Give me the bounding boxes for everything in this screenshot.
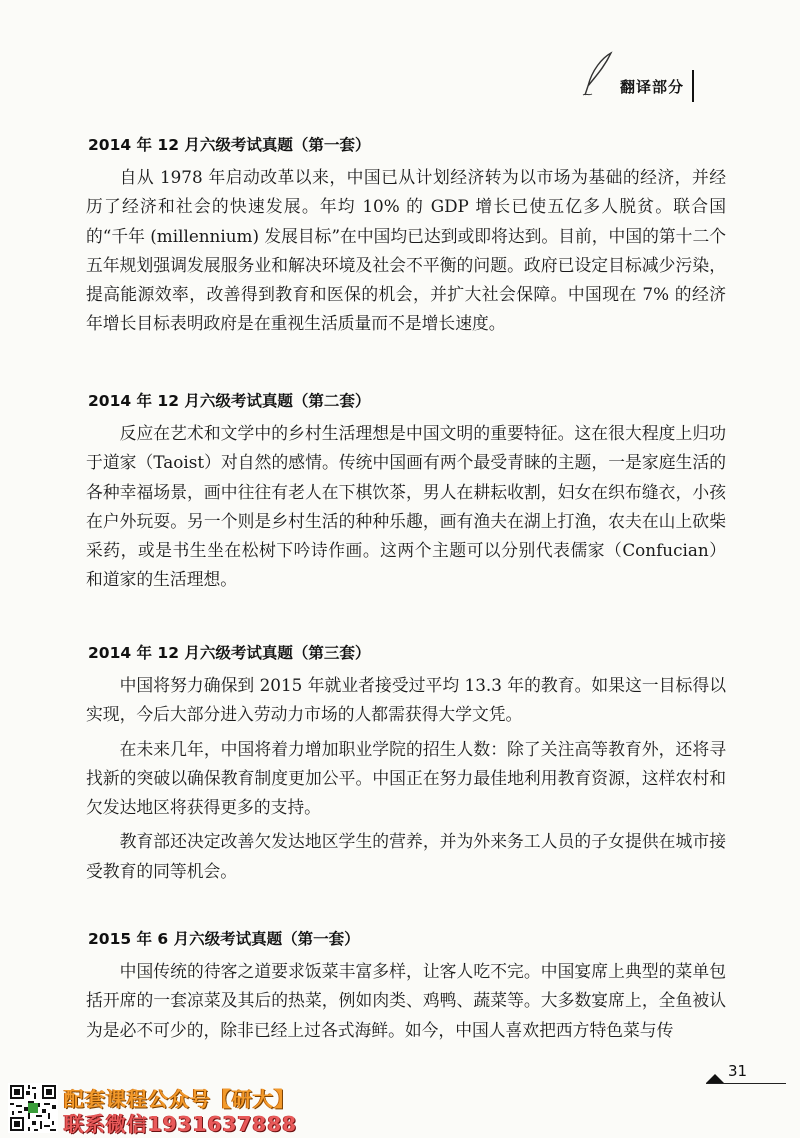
header-section-title: 翻译部分 xyxy=(620,78,685,96)
section-title: 2014 年 12 月六级考试真题（第二套） xyxy=(88,392,371,410)
page-header xyxy=(580,50,780,100)
quill-pen-icon xyxy=(580,50,616,98)
section-title: 2014 年 12 月六级考试真题（第一套） xyxy=(88,136,371,154)
exam-section-2014-12-set1 xyxy=(86,133,726,344)
footer-rule xyxy=(706,1083,786,1084)
header-divider xyxy=(692,70,694,102)
section-title: 2015 年 6 月六级考试真题（第一套） xyxy=(88,930,360,948)
section-paragraph: 自从 1978 年启动改革以来，中国已从计划经济转为以市场为基础的经济，并经历了经济和社会的快速发展。年均 10% 的 GDP 增长已使五亿多人脱贫。联合国的“千年 (millennium) 发展目标”在中国均已达到或即将达到。目前，中国的第十二个五年规划强调发展服务业和解决环境及社会不平衡的问题。政府已设定目标减少污染，提高能源效率，改善得到教育和医保的机会，并扩大社会保障。中国现在 7% 的经济年增长目标表明政府是在重视生活质量而不是增长速度。 xyxy=(86,167,727,334)
promo-course-account: 配套课程公众号【研大】 xyxy=(64,1087,295,1111)
section-paragraph: 教育部还决定改善欠发达地区学生的营养，并为外来务工人员的子女提供在城市接受教育的同等机会。 xyxy=(86,831,726,881)
section-paragraph: 反应在艺术和文学中的乡村生活理想是中国文明的重要特征。这在很大程度上归功于道家（Taoist）对自然的感情。传统中国画有两个最受青睐的主题，一是家庭生活的各种幸福场景，画中往往有老人在下棋饮茶，男人在耕耘收割，妇女在织布缝衣，小孩在户外玩耍。另一个则是乡村生活的种种乐趣，画有渔夫在湖上打渔，农夫在山上砍柴采药，或是书生坐在松树下吟诗作画。这两个主题可以分别代表儒家（Confucian）和道家的生活理想。 xyxy=(86,423,726,590)
section-paragraph: 在未来几年，中国将着力增加职业学院的招生人数：除了关注高等教育外，还将寻找新的突破以确保教育制度更加公平。中国正在努力最佳地利用教育资源，这样农村和欠发达地区将获得更多的支持。 xyxy=(86,738,726,818)
exam-section-2014-12-set2 xyxy=(86,389,726,600)
section-paragraph: 中国将努力确保到 2015 年就业者接受过平均 13.3 年的教育。如果这一目标得以实现，今后大部分进入劳动力市场的人都需获得大学文凭。 xyxy=(86,675,726,725)
exam-section-2015-06-set1 xyxy=(86,927,726,1050)
page-number-triangle-icon xyxy=(706,1074,724,1083)
page-number: 31 xyxy=(728,1062,748,1080)
exam-section-2014-12-set3 xyxy=(86,641,726,891)
section-paragraph: 中国传统的待客之道要求饭菜丰富多样，让客人吃不完。中国宴席上典型的菜单包括开席的一套凉菜及其后的热菜，例如肉类、鸡鸭、蔬菜等。大多数宴席上，全鱼被认为是必不可少的，除非已经上过各式海鲜。如今，中国人喜欢把西方特色菜与传 xyxy=(86,961,726,1040)
qr-code-icon xyxy=(8,1083,58,1133)
section-title: 2014 年 12 月六级考试真题（第三套） xyxy=(88,644,371,662)
promo-contact-wechat: 联系微信1931637888 xyxy=(64,1112,298,1136)
